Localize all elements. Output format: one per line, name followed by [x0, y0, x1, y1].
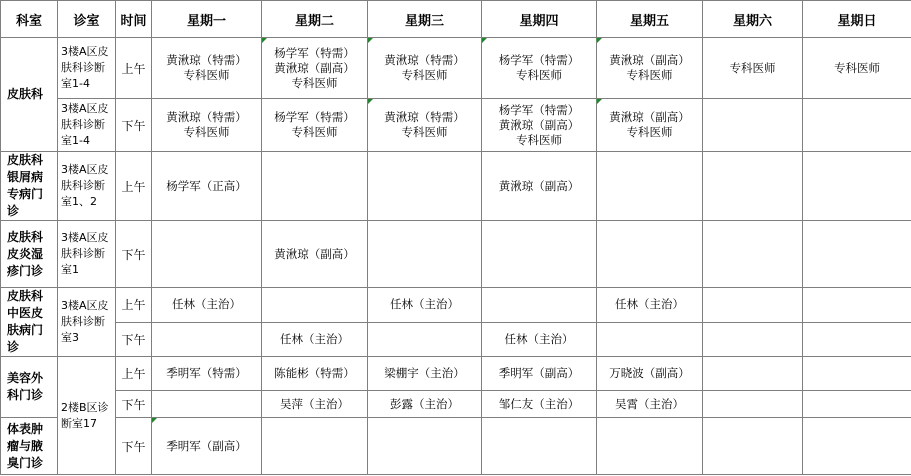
header-time[interactable]: 时间 [116, 1, 152, 38]
table-row [1, 38, 911, 99]
schedule-cell-mon[interactable]: 季明军（副高） [152, 418, 262, 475]
dept-cell[interactable]: 皮肤科 中医皮 肤病门 诊 [1, 288, 58, 357]
time-cell[interactable]: 下午 [116, 99, 152, 152]
time-cell[interactable]: 下午 [116, 221, 152, 288]
table-row [1, 391, 911, 418]
room-cell[interactable]: 2楼B区诊 断室17 [58, 357, 116, 475]
time-cell[interactable]: 下午 [116, 391, 152, 418]
dept-cell[interactable]: 皮肤科 皮炎湿 疹门诊 [1, 221, 58, 288]
table-row [1, 322, 911, 357]
schedule-cell-fri[interactable] [597, 322, 703, 357]
schedule-cell-wed[interactable] [368, 418, 482, 475]
schedule-cell-mon[interactable]: 黄湫琼（特需） 专科医师 [152, 38, 262, 99]
schedule-cell-sat[interactable] [703, 418, 803, 475]
schedule-cell-thu[interactable]: 邹仁友（主治） [482, 391, 597, 418]
schedule-cell-sat[interactable] [703, 99, 803, 152]
schedule-cell-fri[interactable]: 万晓波（副高） [597, 357, 703, 391]
schedule-cell-thu[interactable] [482, 418, 597, 475]
schedule-cell-sun[interactable] [803, 221, 911, 288]
schedule-cell-wed[interactable]: 黄湫琼（特需） 专科医师 [368, 99, 482, 152]
time-cell[interactable]: 上午 [116, 38, 152, 99]
schedule-cell-fri[interactable]: 黄湫琼（副高） 专科医师 [597, 99, 703, 152]
schedule-cell-wed[interactable] [368, 322, 482, 357]
table-row [1, 99, 911, 152]
dept-cell[interactable]: 体表肿 瘤与腋 臭门诊 [1, 418, 58, 475]
schedule-cell-mon[interactable] [152, 322, 262, 357]
schedule-cell-sat[interactable] [703, 357, 803, 391]
schedule-cell-thu[interactable]: 任林（主治） [482, 322, 597, 357]
schedule-cell-thu[interactable]: 杨学军（特需） 黄湫琼（副高） 专科医师 [482, 99, 597, 152]
schedule-cell-mon[interactable]: 季明军（特需） [152, 357, 262, 391]
schedule-cell-sat[interactable] [703, 152, 803, 221]
schedule-cell-tue[interactable]: 杨学军（特需） 专科医师 [262, 99, 368, 152]
schedule-cell-sun[interactable] [803, 152, 911, 221]
schedule-cell-thu[interactable]: 季明军（副高） [482, 357, 597, 391]
time-cell[interactable]: 下午 [116, 418, 152, 475]
room-cell[interactable]: 3楼A区皮 肤科诊断 室3 [58, 288, 116, 357]
header-tuesday[interactable]: 星期二 [262, 1, 368, 38]
schedule-cell-tue[interactable] [262, 288, 368, 323]
schedule-cell-sat[interactable] [703, 322, 803, 357]
schedule-cell-wed[interactable] [368, 221, 482, 288]
schedule-cell-thu[interactable] [482, 221, 597, 288]
schedule-cell-wed[interactable]: 任林（主治） [368, 288, 482, 323]
room-cell[interactable]: 3楼A区皮 肤科诊断 室1、2 [58, 152, 116, 221]
header-thursday[interactable]: 星期四 [482, 1, 597, 38]
table-row [1, 152, 911, 221]
schedule-cell-sun[interactable] [803, 99, 911, 152]
schedule-cell-mon[interactable] [152, 391, 262, 418]
dept-cell[interactable]: 皮肤科 银屑病 专病门 诊 [1, 152, 58, 221]
schedule-cell-tue[interactable]: 任林（主治） [262, 322, 368, 357]
header-room[interactable]: 诊室 [58, 1, 116, 38]
schedule-cell-fri[interactable] [597, 221, 703, 288]
schedule-cell-tue[interactable]: 吴萍（主治） [262, 391, 368, 418]
schedule-cell-wed[interactable]: 梁棚宇（主治） [368, 357, 482, 391]
time-cell[interactable]: 上午 [116, 288, 152, 323]
schedule-cell-mon[interactable]: 黄湫琼（特需） 专科医师 [152, 99, 262, 152]
time-cell[interactable]: 上午 [116, 357, 152, 391]
schedule-cell-mon[interactable]: 杨学军（正高） [152, 152, 262, 221]
schedule-cell-sun[interactable]: 专科医师 [803, 38, 911, 99]
header-monday[interactable]: 星期一 [152, 1, 262, 38]
schedule-cell-tue[interactable]: 杨学军（特需） 黄湫琼（副高） 专科医师 [262, 38, 368, 99]
header-sunday[interactable]: 星期日 [803, 1, 911, 38]
schedule-cell-sat[interactable]: 专科医师 [703, 38, 803, 99]
header-dept[interactable]: 科室 [1, 1, 58, 38]
schedule-cell-sun[interactable] [803, 288, 911, 323]
schedule-cell-sat[interactable] [703, 391, 803, 418]
schedule-cell-thu[interactable]: 黄湫琼（副高） [482, 152, 597, 221]
time-cell[interactable]: 上午 [116, 152, 152, 221]
schedule-cell-sun[interactable] [803, 418, 911, 475]
schedule-cell-fri[interactable]: 任林（主治） [597, 288, 703, 323]
header-friday[interactable]: 星期五 [597, 1, 703, 38]
schedule-cell-sat[interactable] [703, 288, 803, 323]
schedule-cell-wed[interactable] [368, 152, 482, 221]
schedule-cell-sun[interactable] [803, 322, 911, 357]
schedule-cell-sat[interactable] [703, 221, 803, 288]
schedule-cell-fri[interactable] [597, 152, 703, 221]
room-cell[interactable]: 3楼A区皮 肤科诊断 室1-4 [58, 99, 116, 152]
dept-cell[interactable]: 皮肤科 [1, 38, 58, 152]
schedule-cell-mon[interactable]: 任林（主治） [152, 288, 262, 323]
schedule-cell-tue[interactable] [262, 152, 368, 221]
header-row [1, 1, 911, 38]
schedule-cell-wed[interactable]: 彭露（主治） [368, 391, 482, 418]
schedule-cell-tue[interactable] [262, 418, 368, 475]
table-row [1, 357, 911, 391]
table-row [1, 418, 911, 475]
dept-cell[interactable]: 美容外 科门诊 [1, 357, 58, 418]
header-saturday[interactable]: 星期六 [703, 1, 803, 38]
room-cell[interactable]: 3楼A区皮 肤科诊断 室1 [58, 221, 116, 288]
schedule-cell-thu[interactable] [482, 288, 597, 323]
room-cell[interactable]: 3楼A区皮 肤科诊断 室1-4 [58, 38, 116, 99]
schedule-cell-fri[interactable]: 黄湫琼（副高） 专科医师 [597, 38, 703, 99]
schedule-cell-tue[interactable]: 黄湫琼（副高） [262, 221, 368, 288]
schedule-cell-wed[interactable]: 黄湫琼（特需） 专科医师 [368, 38, 482, 99]
schedule-cell-thu[interactable]: 杨学军（特需） 专科医师 [482, 38, 597, 99]
table-row [1, 288, 911, 323]
schedule-cell-tue[interactable]: 陈能彬（特需） [262, 357, 368, 391]
schedule-cell-mon[interactable] [152, 221, 262, 288]
header-wednesday[interactable]: 星期三 [368, 1, 482, 38]
schedule-cell-fri[interactable] [597, 418, 703, 475]
schedule-cell-fri[interactable]: 吴霄（主治） [597, 391, 703, 418]
time-cell[interactable]: 下午 [116, 322, 152, 357]
table-row [1, 221, 911, 288]
schedule-cell-sun[interactable] [803, 357, 911, 391]
schedule-cell-sun[interactable] [803, 391, 911, 418]
